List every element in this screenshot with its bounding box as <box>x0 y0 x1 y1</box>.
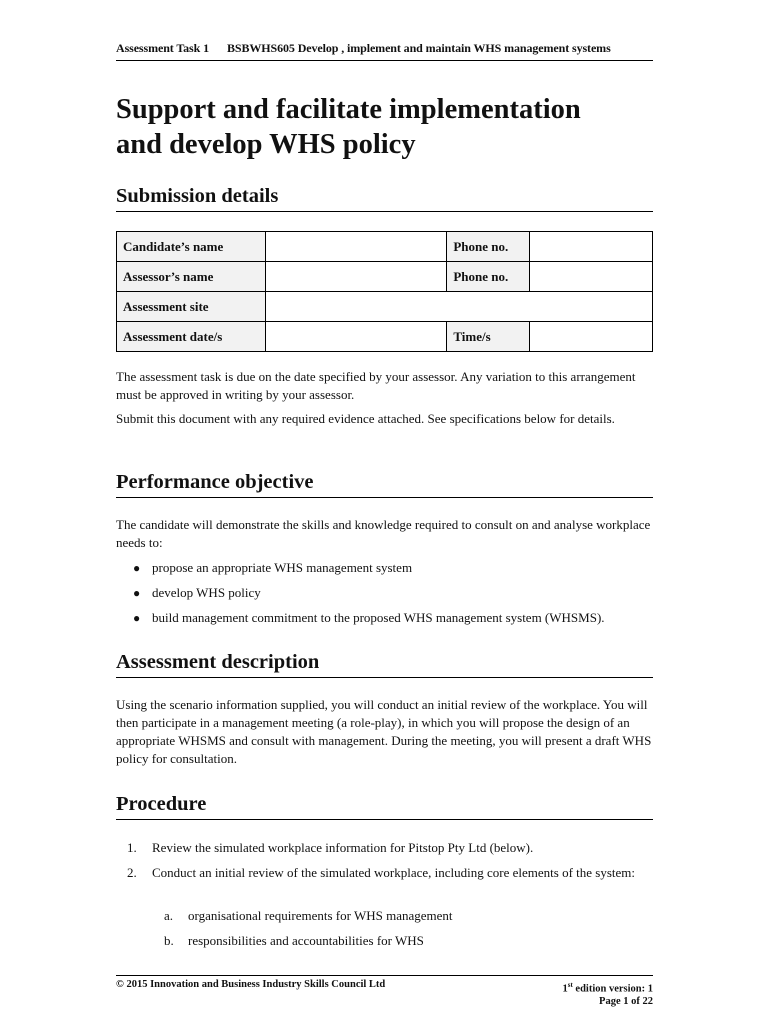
assessment-site-field[interactable] <box>265 292 652 322</box>
performance-intro: The candidate will demonstrate the skills and knowledge required to consult on and analyse workplace needs to: <box>116 517 651 550</box>
heading-performance-objective: Performance objective <box>116 470 653 498</box>
bullet-icon: ● <box>133 561 141 575</box>
table-row <box>117 292 653 322</box>
page-footer <box>116 975 653 1007</box>
page-title <box>116 92 653 162</box>
heading-submission-details: Submission details <box>116 184 653 212</box>
candidate-name-field[interactable] <box>265 232 447 262</box>
heading-procedure: Procedure <box>116 792 653 820</box>
candidate-phone-field[interactable] <box>530 232 653 262</box>
time-field[interactable] <box>530 322 653 352</box>
submission-details-table <box>116 231 653 352</box>
assessor-name-label: Assessor’s name <box>117 262 266 292</box>
heading-assessment-description: Assessment description <box>116 650 653 678</box>
footer-edition: 1st edition version: 1 Page 1 of 22 <box>562 981 653 1007</box>
candidate-phone-label: Phone no. <box>447 232 530 262</box>
due-date-paragraph: The assessment task is due on the date specified by your assessor. Any variation to this arrangement must be approved in writing by your assessor. <box>116 369 636 402</box>
assessment-site-label: Assessment site <box>117 292 266 322</box>
footer-copyright: © 2015 Innovation and Business Industry Skills Council Ltd <box>116 979 386 990</box>
title-line-2: and develop WHS policy <box>116 129 416 160</box>
assessor-name-field[interactable] <box>265 262 447 292</box>
title-line-1: Support and facilitate implementation <box>116 94 581 125</box>
page-number: Page 1 of 22 <box>599 995 653 1007</box>
header-unit: BSBWHS605 Develop , implement and maintain WHS management systems <box>227 41 611 55</box>
submit-paragraph: Submit this document with any required evidence attached. See specifications below for details. <box>116 411 615 426</box>
assessment-date-field[interactable] <box>265 322 447 352</box>
assessment-date-label: Assessment date/s <box>117 322 266 352</box>
assessment-description-text: Using the scenario information supplied, you will conduct an initial review of the workplace. You will then participate in a management meeting (a role-play), in which you will propose the design of an appropriate WHSMS and consult with management. During the meeting, you will present a draft WHS policy for consultation. <box>116 697 652 766</box>
table-row <box>117 232 653 262</box>
bullet-icon: ● <box>133 611 141 625</box>
bullet-icon: ● <box>133 586 141 600</box>
assessor-phone-field[interactable] <box>530 262 653 292</box>
candidate-name-label: Candidate’s name <box>117 232 266 262</box>
header-task: Assessment Task 1 <box>116 41 209 55</box>
running-header <box>116 41 653 61</box>
table-row <box>117 322 653 352</box>
assessor-phone-label: Phone no. <box>447 262 530 292</box>
time-label: Time/s <box>447 322 530 352</box>
table-row <box>117 262 653 292</box>
